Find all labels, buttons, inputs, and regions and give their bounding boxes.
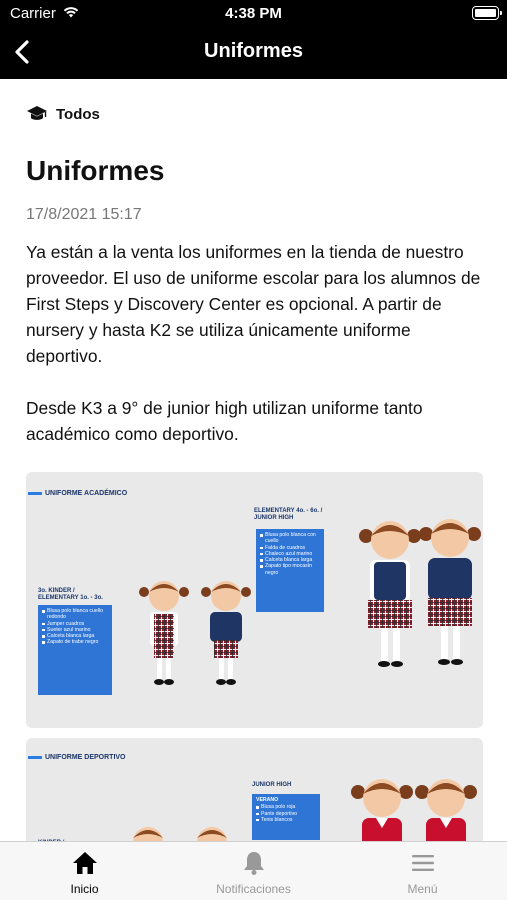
article-date: 17/8/2021 15:17 bbox=[26, 206, 142, 223]
home-icon bbox=[71, 850, 99, 876]
article-paragraph: Desde K3 a 9° de junior high utilizan uniforme tanto académico como deportivo. bbox=[26, 398, 423, 444]
article-title: Uniformes bbox=[26, 155, 165, 186]
group-big-label: ELEMENTARY 4o. - 6o. / JUNIOR HIGH bbox=[254, 508, 323, 521]
tab-inicio[interactable] bbox=[0, 850, 169, 896]
tab-menu[interactable] bbox=[338, 850, 507, 896]
graduation-cap-icon bbox=[26, 105, 48, 123]
group-big-list: Blusa polo blanca con cuello Falda de cuadros Chaleco azul marino Calceta blanca larga Zapato tipo mocasín negro bbox=[256, 529, 324, 612]
tab-label: Inicio bbox=[70, 882, 99, 896]
group-small-label: 3o. KINDER / ELEMENTARY 1o. - 3o. bbox=[38, 588, 103, 601]
article-body bbox=[26, 239, 488, 473]
category-tag bbox=[26, 105, 100, 123]
nav-title: Uniformes bbox=[204, 40, 303, 62]
academic-uniform-image[interactable] bbox=[26, 472, 483, 728]
status-bar bbox=[0, 0, 507, 26]
bell-icon bbox=[240, 850, 268, 876]
figure-heading: UNIFORME DEPORTIVO bbox=[28, 754, 126, 761]
group-small-list: Blusa polo blanca cuello redondo Jumper cuadros Sueter azul marino Calceta blanca larga Zapato de trabe negro bbox=[38, 605, 112, 695]
figure-heading: UNIFORME ACADÉMICO bbox=[28, 490, 127, 497]
tab-notificaciones[interactable] bbox=[169, 850, 338, 896]
carrier-label: Carrier bbox=[10, 5, 56, 22]
category-label: Todos bbox=[56, 105, 100, 123]
article-paragraph: Ya están a la venta los uniformes en la tienda de nuestro proveedor. El uso de uniforme escolar para los alumnos de First Steps y Discovery Center es opcional. A partir de nursery y hasta K2 se utiliza únicamente uniforme deportivo. bbox=[26, 242, 481, 366]
tab-bar bbox=[0, 841, 507, 900]
students-illustration bbox=[116, 500, 476, 700]
tab-label: Menú bbox=[407, 882, 438, 896]
menu-icon bbox=[409, 850, 437, 876]
battery-icon bbox=[472, 6, 499, 20]
group-right-label: JUNIOR HIGH bbox=[252, 782, 292, 788]
tab-label: Notificaciones bbox=[216, 882, 291, 896]
navigation-bar bbox=[0, 26, 507, 79]
sport-list: VERANO Blusa polo roja Pants deportivo Tenis blancos bbox=[252, 794, 320, 840]
article-content[interactable] bbox=[0, 79, 507, 841]
clock: 4:38 PM bbox=[225, 5, 282, 22]
